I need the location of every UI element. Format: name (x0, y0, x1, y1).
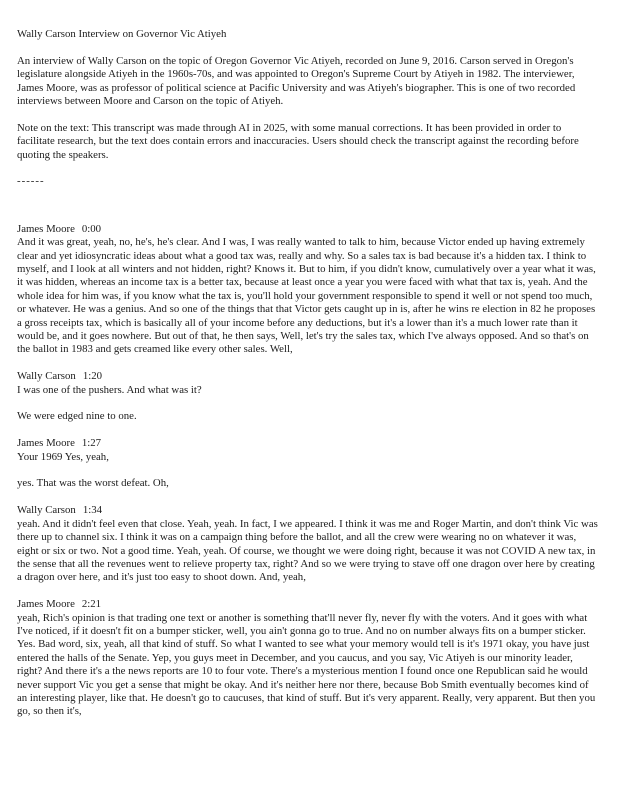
speaker-line (17, 370, 600, 383)
speaker-timestamp: 0:00 (81, 222, 102, 235)
speaker-name: James Moore (17, 598, 75, 611)
transcript-turn (17, 223, 600, 357)
section-separator: ------ (17, 175, 45, 188)
note-paragraph: Note on the text: This transcript was made through AI in 2025, with some manual corrections. It has been provided in order to facilitate research, but the text does contain errors and inaccuracies. Users should check the transcript against the recording before quoting the speakers. (17, 121, 579, 161)
speaker-timestamp: 1:20 (82, 370, 103, 383)
turn-paragraph: I was one of the pushers. And what was it? (17, 383, 202, 396)
turn-paragraph: Your 1969 Yes, yeah, (17, 450, 109, 463)
speaker-name: Wally Carson (17, 370, 76, 383)
turn-paragraph: We were edged nine to one. (17, 410, 137, 423)
speaker-timestamp: 2:21 (81, 598, 102, 611)
turn-paragraph: yeah, Rich's opinion is that trading one text or another is something that'll never fly, never fly with the voters. And it goes with what I've noticed, if it doesn't fit on a bumper sticker, well, you ain't gonna go to true. And no on number always fits on a bumper sticker. Yes. Bad word, six, yeah, all that kind of stuff. So what I wanted to see what your memory would tell is it's 1971 okay, you have just entered the halls of the Senate. Yep, you guys meet in December, and you caucus, and you say, Vic Atiyeh is our minority leader, right? And there it's a the news reports are 10 to four vote. There's a mysterious mention I found once one Republican said he would never support Vic you get a sense that might be okay. And it's neither here nor there, because Bob Smith eventually becomes kind of an interesting player, like that. He doesn't go to caucuses, that kind of stuff. But it's very apparent. Really, very apparent. But then you go, so then it's, (17, 611, 596, 718)
speaker-line (17, 598, 600, 611)
speaker-name: James Moore (17, 437, 75, 450)
transcript-turn (17, 504, 600, 584)
document-title: Wally Carson Interview on Governor Vic Atiyeh (17, 28, 227, 40)
speaker-line (17, 223, 600, 236)
speaker-line (17, 437, 600, 450)
intro-paragraph: An interview of Wally Carson on the topic of Oregon Governor Vic Atiyeh, recorded on June 9, 2016. Carson served in Oregon's legislature alongside Atiyeh in the 1960s-70s, and was appointed to Oregon's Supreme Court by Atiyeh in 1982. The interviewer, James Moore, was as professor of political science at Pacific University and was Atiyeh's biographer. This is one of two recorded interviews between Moore and Carson on the topic of Atiyeh. (17, 54, 576, 108)
turn-paragraph: yeah. And it didn't feel even that close. Yeah, yeah. In fact, I we appeared. I think it was me and Roger Martin, and don't think Vic was there up to channel six. I think it was on a campaign thing before the ballot, and all the crew were wearing no on whatever it was, eight or six or two. Not a good time. Yeah, yeah. Of course, we thought we were doing right, because it was not COVID A new tax, in the sense that all the revenues went to relieve property tax, right? And so we were trying to stave off one dragon over here by creating a dragon over here, and it's just too easy to shoot down. And, yeah, (17, 517, 598, 584)
turn-paragraph: And it was great, yeah, no, he's, he's clear. And I was, I was really wanted to talk to him, because Victor ended up having extremely clear and yet idiosyncratic ideas about what a good tax was, really and why. So a sales tax is bad because it's a hidden tax. I think to myself, and I look at all winters and not hidden, right? Knows it. But to him, if you didn't know, cumulatively over a year what it was, it was hidden, whereas an income tax is a better tax, because at least once a year you were faced with what that tax is, yeah. And the whole idea for him was, if you know what the tax is, you'll hold your government responsible to spend it well or not spend too much, or whatever. He was a genius. And so one of the things that that Victor gets caught up in is, after he wins re election in 82 he proposes a gross receipts tax, which is basically all of your income before any deductions, but it's a lower than it's a much lower rate than it would be, and it goes nowhere. But out of that, he then says, Well, let's try the sales tax, which I've always opposed. And so that's on the ballot in 1983 and gets creamed like every other sales. Well, (17, 236, 596, 356)
speaker-line (17, 504, 600, 517)
turn-paragraph: yes. That was the worst defeat. Oh, (17, 477, 169, 490)
speaker-timestamp: 1:34 (82, 504, 103, 517)
speaker-name: Wally Carson (17, 504, 76, 517)
speaker-name: James Moore (17, 222, 75, 235)
speaker-timestamp: 1:27 (81, 437, 102, 450)
transcript-turn (17, 437, 600, 491)
transcript-turn (17, 370, 600, 424)
transcript-turn (17, 598, 600, 719)
